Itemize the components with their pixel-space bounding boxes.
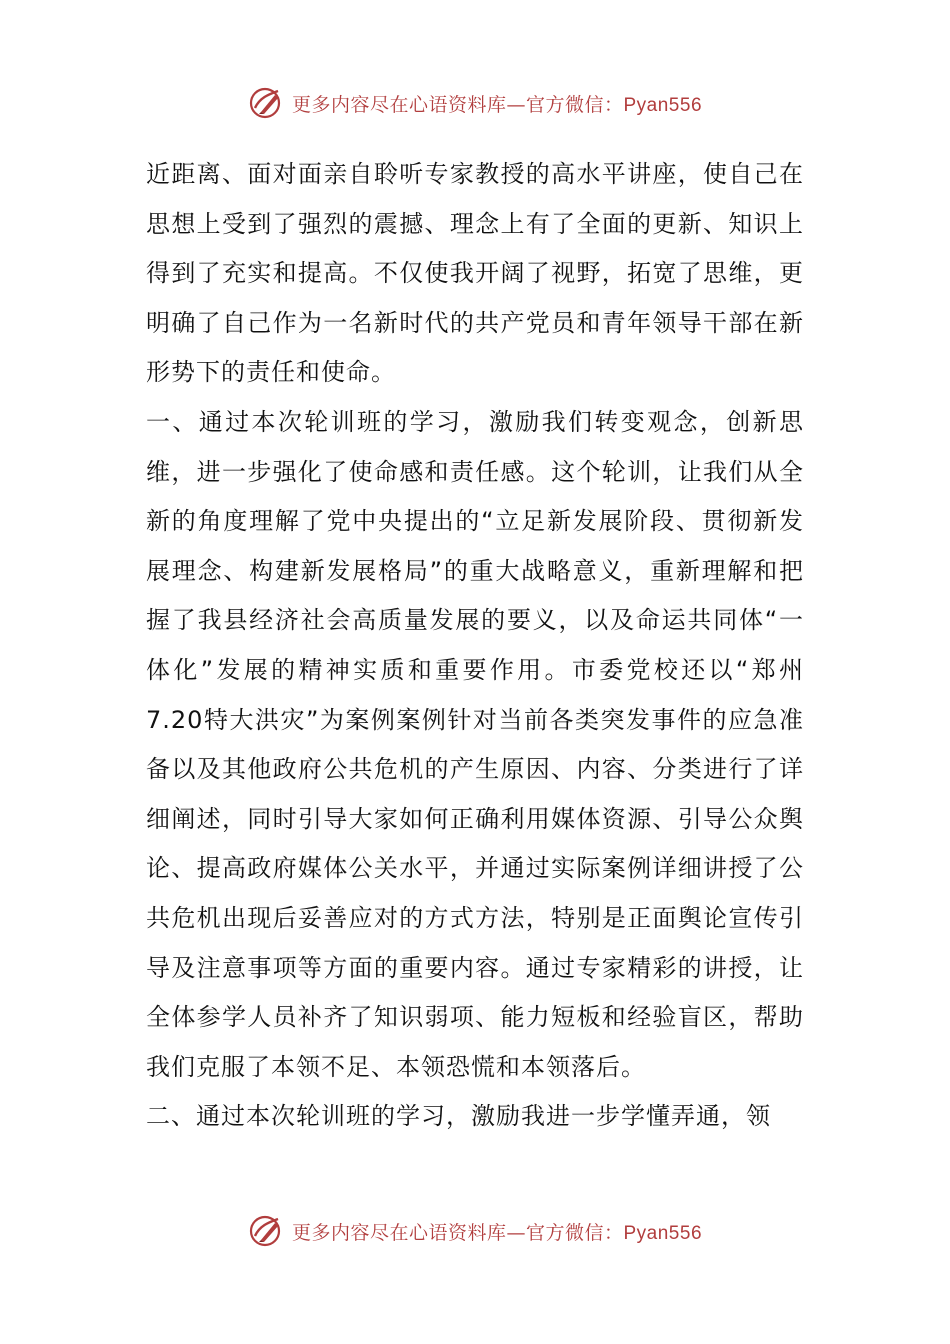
pen-logo-icon [248, 85, 284, 121]
pen-logo-icon [248, 1213, 284, 1249]
document-body [146, 150, 804, 1142]
footer-site-text [292, 1218, 702, 1245]
paragraph-section-2: 二、通过本次轮训班的学习，激励我进一步学懂弄通，领 [146, 1102, 771, 1131]
footer-wechat-id: Pyan556 [623, 1222, 703, 1244]
header-site-label: 更多内容尽在心语资料库—官方微信： [291, 93, 624, 116]
footer-site-label: 更多内容尽在心语资料库—官方微信： [291, 1221, 624, 1244]
header-watermark [0, 83, 950, 123]
footer-watermark [0, 1211, 950, 1251]
paragraph-intro: 近距离、面对面亲自聆听专家教授的高水平讲座，使自己在思想上受到了强烈的震撼、理念上有了全面的更新、知识上得到了充实和提高。不仅使我开阔了视野，拓宽了思维，更明确了自己作为一名新时代的共产党员和青年领导干部在新形势下的责任和使命。 [146, 160, 804, 387]
header-site-text [292, 90, 702, 117]
paragraph-section-1: 一、通过本次轮训班的学习，激励我们转变观念，创新思维，进一步强化了使命感和责任感。这个轮训，让我们从全新的角度理解了党中央提出的“立足新发展阶段、贯彻新发展理念、构建新发展格局”的重大战略意义，重新理解和把握了我县经济社会高质量发展的要义，以及命运共同体“一体化”发展的精神实质和重要作用。市委党校还以“郑州7.20特大洪灾”为案例案例针对当前各类突发事件的应急准备以及其他政府公共危机的产生原因、内容、分类进行了详细阐述，同时引导大家如何正确利用媒体资源、引导公众舆论、提高政府媒体公关水平，并通过实际案例详细讲授了公共危机出现后妥善应对的方式方法，特别是正面舆论宣传引导及注意事项等方面的重要内容。通过专家精彩的讲授，让全体参学人员补齐了知识弱项、能力短板和经验盲区，帮助我们克服了本领不足、本领恐慌和本领落后。 [146, 407, 804, 1081]
header-wechat-id: Pyan556 [623, 94, 703, 116]
